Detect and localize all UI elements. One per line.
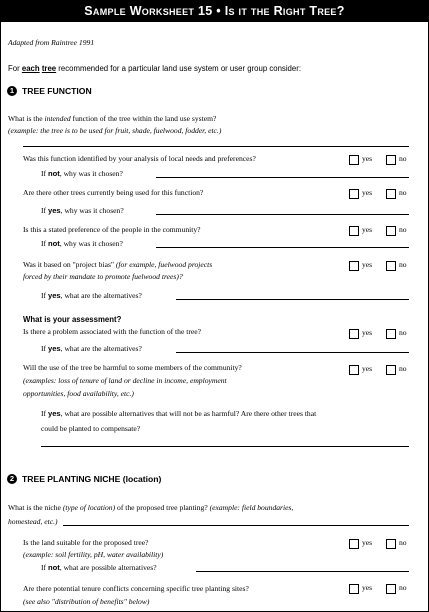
section-number-1: 1: [7, 86, 17, 96]
follow-text-a: If: [41, 563, 48, 572]
answer-line[interactable]: [196, 571, 409, 572]
q4-example-1: (for example, fuelwood projects: [115, 260, 213, 269]
no-checkbox[interactable]: [386, 189, 396, 199]
q7-example-cont: homestead, etc.): [8, 517, 58, 526]
yes-checkbox[interactable]: [349, 539, 359, 549]
follow-text-a: If: [41, 169, 48, 178]
yes-checkbox[interactable]: [349, 329, 359, 339]
question-land-suitable: Is the land suitable for the proposed tree?: [23, 538, 149, 547]
yes-label: yes: [362, 225, 373, 234]
question-niche: [8, 503, 293, 513]
q7-text-c: of the proposed tree planting?: [115, 503, 210, 512]
follow-text-b: , what are the alternatives?: [60, 344, 142, 353]
no-checkbox[interactable]: [386, 365, 396, 375]
follow-keyword: not: [47, 239, 60, 248]
source-note: Adapted from Raintree 1991: [8, 38, 95, 47]
no-checkbox[interactable]: [386, 226, 396, 236]
answer-line[interactable]: [156, 177, 409, 178]
follow-text-a: If: [41, 239, 48, 248]
follow-up-question-cont: could be planted to compensate?: [41, 424, 141, 433]
no-label: no: [399, 225, 407, 234]
follow-keyword: yes: [47, 291, 61, 300]
follow-text-b: , what are possible alternatives?: [59, 563, 157, 572]
q7-text-d: (example: field boundaries,: [209, 503, 294, 512]
no-label: no: [399, 583, 407, 592]
q8-example: (example: soil fertility, pH, water availability): [23, 550, 164, 559]
follow-text-a: If: [41, 409, 48, 418]
question-function-problem: Is there a problem associated with the function of the tree?: [23, 327, 201, 336]
follow-up-question: [41, 239, 123, 249]
follow-text-b: , why was it chosen?: [60, 206, 124, 215]
follow-text-b: , why was it chosen?: [59, 169, 123, 178]
q0-text-a: What is the: [8, 114, 45, 123]
follow-keyword: yes: [47, 206, 61, 215]
follow-keyword: not: [47, 563, 60, 572]
intro-text-a: For: [8, 64, 22, 73]
follow-keyword: yes: [47, 409, 61, 418]
no-label: no: [399, 364, 407, 373]
q7-text-b: (type of location): [62, 503, 116, 512]
q9-example: (see also "distribution of benefits" below): [23, 597, 150, 606]
no-label: no: [399, 328, 407, 337]
section-title-tree-function: TREE FUNCTION: [22, 86, 92, 96]
section-title-tree-planting-niche: TREE PLANTING NICHE (location): [22, 474, 162, 484]
question-function-identified: Was this function identified by your analysis of local needs and preferences?: [23, 154, 256, 163]
no-checkbox[interactable]: [386, 539, 396, 549]
intro-each: each: [21, 64, 40, 73]
question-project-bias: [23, 260, 212, 270]
follow-text-b: , why was it chosen?: [59, 239, 123, 248]
question-stated-preference: Is this a stated preference of the people in the community?: [23, 225, 201, 234]
question-harmful-to-community: Will the use of the tree be harmful to some members of the community?: [23, 363, 242, 372]
follow-text-b: , what are possible alternatives that will not be as harmful? Are there other trees that: [60, 409, 317, 418]
section-number-2: 2: [7, 474, 17, 484]
follow-keyword: yes: [47, 344, 61, 353]
answer-line[interactable]: [156, 214, 409, 215]
follow-text-b: , what are the alternatives?: [60, 291, 142, 300]
answer-line[interactable]: [63, 525, 409, 526]
q4-example-2: forced by their mandate to promote fuelwood trees)?: [23, 272, 183, 281]
follow-up-question: [41, 563, 157, 573]
answer-line[interactable]: [23, 146, 409, 147]
yes-label: yes: [362, 328, 373, 337]
follow-text-a: If: [41, 206, 48, 215]
follow-text-a: If: [41, 344, 48, 353]
follow-up-question: [41, 206, 124, 216]
follow-up-question: [41, 169, 123, 179]
yes-checkbox[interactable]: [349, 155, 359, 165]
follow-keyword: not: [47, 169, 60, 178]
intro-text-b: recommended for a particular land use system or user group consider:: [56, 64, 301, 73]
follow-up-question: [41, 409, 316, 419]
yes-checkbox[interactable]: [349, 365, 359, 375]
yes-checkbox[interactable]: [349, 226, 359, 236]
question-other-trees: Are there other trees currently being used for this function?: [23, 188, 204, 197]
q0-intended: intended: [44, 114, 71, 123]
answer-line[interactable]: [176, 352, 409, 353]
q4-text: Was it based on "project bias": [23, 260, 114, 269]
yes-label: yes: [362, 188, 373, 197]
intro-tree: tree: [41, 64, 57, 73]
no-checkbox[interactable]: [386, 584, 396, 594]
instructions: [8, 64, 301, 74]
no-label: no: [399, 260, 407, 269]
q7-text-a: What is the niche: [8, 503, 63, 512]
follow-text-a: If: [41, 291, 48, 300]
q6-example-1: (examples: loss of tenure of land or decline in income, employment: [23, 376, 227, 385]
yes-label: yes: [362, 583, 373, 592]
yes-label: yes: [362, 538, 373, 547]
yes-label: yes: [362, 260, 373, 269]
no-label: no: [399, 538, 407, 547]
answer-line[interactable]: [41, 446, 409, 447]
yes-label: yes: [362, 154, 373, 163]
answer-line[interactable]: [156, 247, 409, 248]
worksheet-title: Sample Worksheet 15 • Is it the Right Tree?: [1, 1, 428, 22]
assessment-subheading: What is your assessment?: [23, 315, 122, 324]
question-intended-function: [8, 114, 216, 124]
no-label: no: [399, 154, 407, 163]
follow-up-question: [41, 344, 142, 354]
q0-text-b: function of the tree within the land use system?: [70, 114, 217, 123]
yes-checkbox[interactable]: [349, 261, 359, 271]
no-label: no: [399, 188, 407, 197]
no-checkbox[interactable]: [386, 329, 396, 339]
yes-label: yes: [362, 364, 373, 373]
q6-example-2: opportunities, food availability, etc.): [23, 389, 134, 398]
yes-checkbox[interactable]: [349, 189, 359, 199]
answer-line[interactable]: [176, 299, 409, 300]
follow-up-question: [41, 291, 142, 301]
question-intended-function-example: (example: the tree is to be used for fruit, shade, fuelwood, fodder, etc.): [8, 126, 222, 135]
no-checkbox[interactable]: [386, 155, 396, 165]
yes-checkbox[interactable]: [349, 584, 359, 594]
question-tenure-conflicts: Are there potential tenure conflicts concerning specific tree planting sites?: [23, 584, 249, 593]
no-checkbox[interactable]: [386, 261, 396, 271]
